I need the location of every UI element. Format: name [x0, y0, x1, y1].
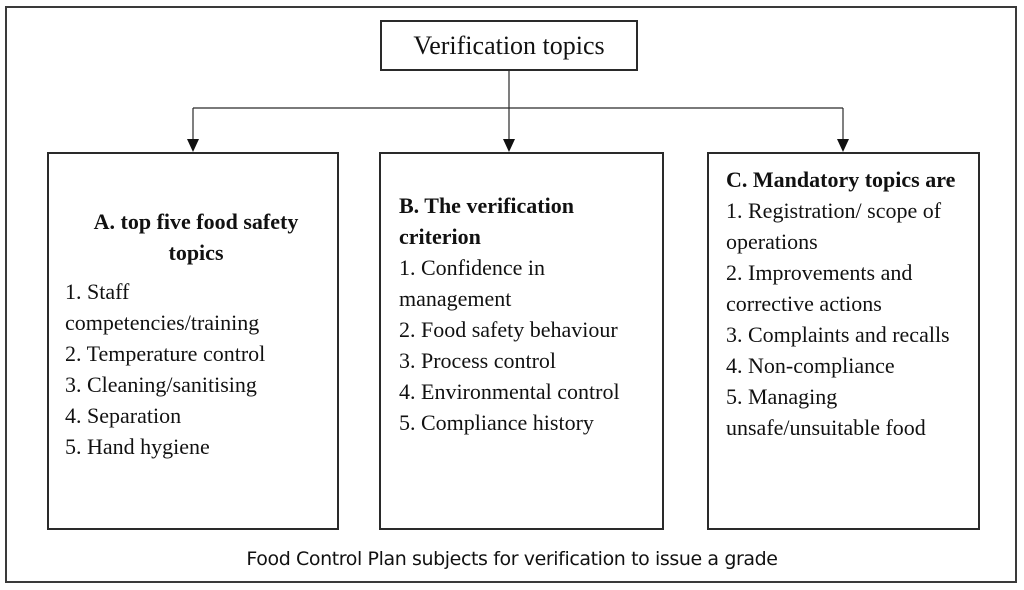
- figure-caption: Food Control Plan subjects for verification to issue a grade: [246, 548, 778, 570]
- column-a-item: 4. Separation: [65, 403, 182, 428]
- column-a-heading: [65, 206, 327, 268]
- column-a-heading-line-2: topics: [168, 240, 224, 265]
- arrowhead-b-icon: [503, 139, 515, 152]
- column-c-heading: C. Mandatory topics are: [726, 167, 956, 192]
- column-b-item: 5. Compliance history: [399, 410, 594, 435]
- column-a-item: 2. Temperature control: [65, 341, 266, 366]
- column-c-item: 1. Registration/ scope of operations: [726, 198, 942, 254]
- column-c-item: 5. Managing unsafe/unsuitable food: [726, 384, 926, 440]
- column-b-item: 4. Environmental control: [399, 379, 620, 404]
- column-a-item: 1. Staff competencies/training: [65, 279, 260, 335]
- column-c-item: 2. Improvements and corrective actions: [726, 260, 913, 316]
- column-c-box: [707, 152, 980, 530]
- column-a-item: 3. Cleaning/sanitising: [65, 372, 257, 397]
- column-a-box: [47, 152, 339, 530]
- arrowhead-c-icon: [837, 139, 849, 152]
- column-c-item: 4. Non-compliance: [726, 353, 895, 378]
- column-b-item: 3. Process control: [399, 348, 557, 373]
- arrowhead-a-icon: [187, 139, 199, 152]
- root-node-label: Verification topics: [413, 30, 605, 60]
- column-b-item: 1. Confidence in management: [399, 255, 546, 311]
- root-node: [380, 20, 638, 71]
- column-b-box: [379, 152, 664, 530]
- column-b-item: 2. Food safety behaviour: [399, 317, 618, 342]
- column-a-item: 5. Hand hygiene: [65, 434, 210, 459]
- column-b-heading: B. The verification criterion: [399, 193, 574, 249]
- column-c-item: 3. Complaints and recalls: [726, 322, 950, 347]
- column-a-heading-line-1: A. top five food safety: [93, 209, 299, 234]
